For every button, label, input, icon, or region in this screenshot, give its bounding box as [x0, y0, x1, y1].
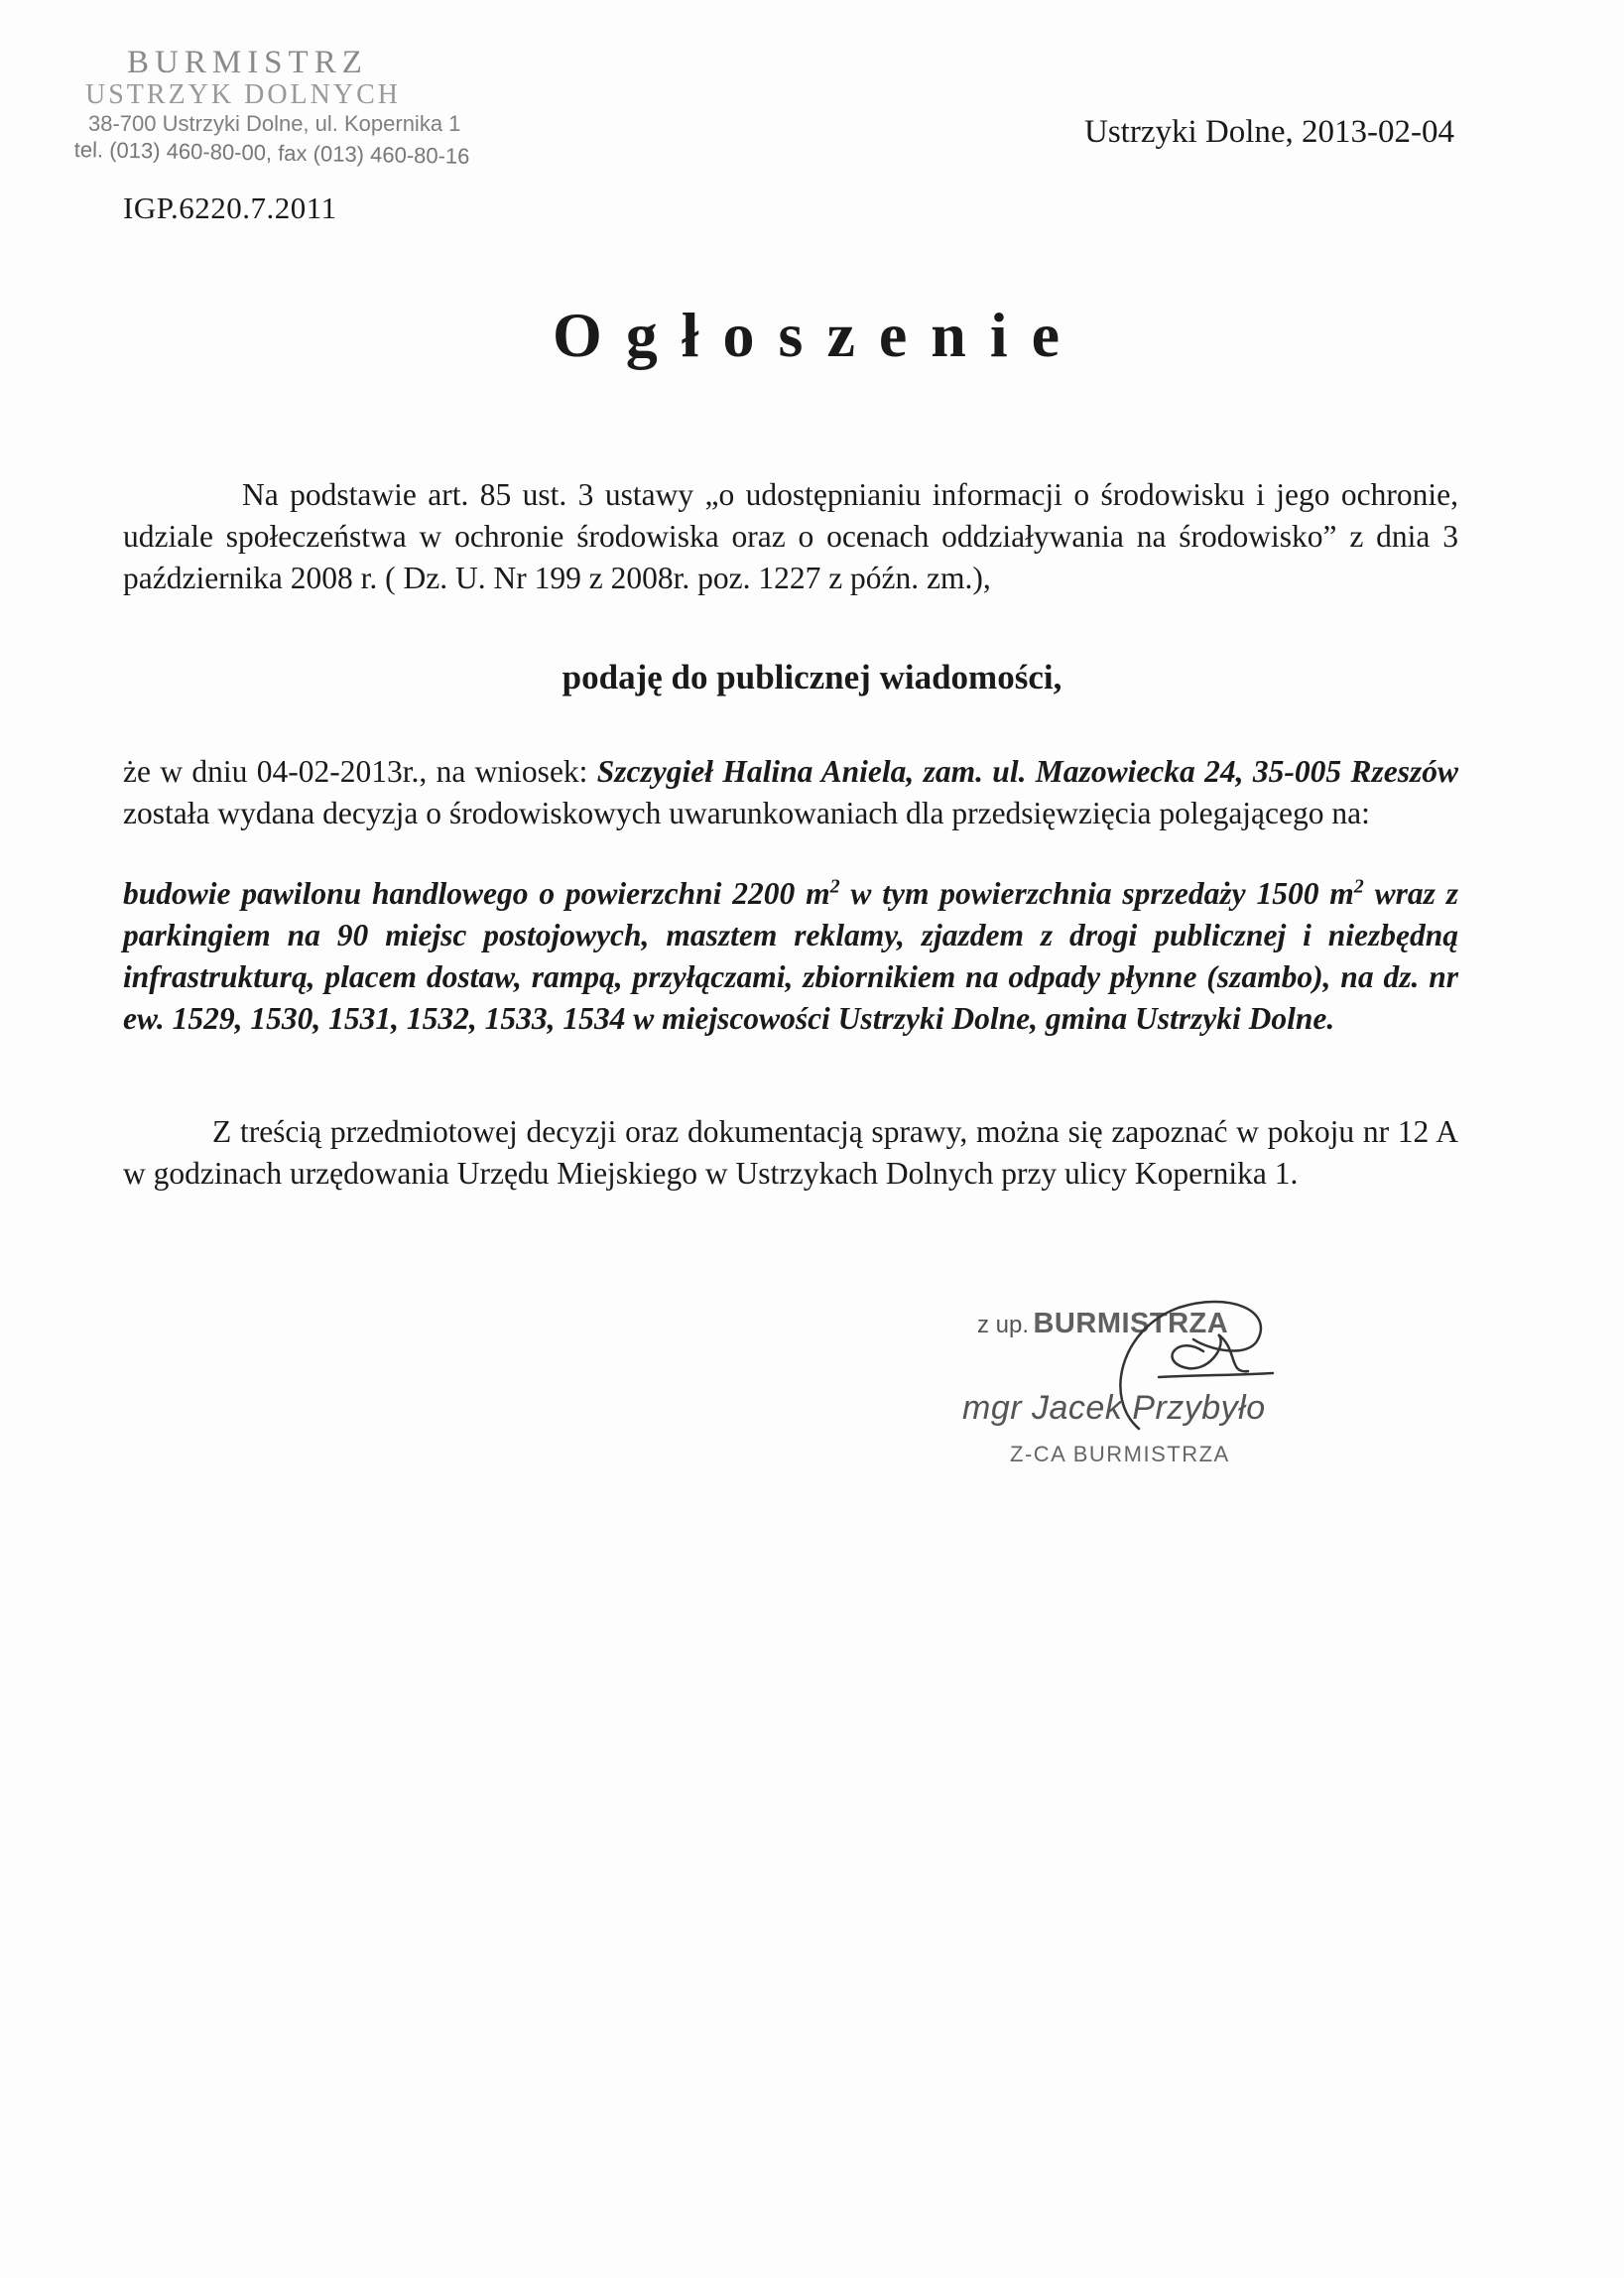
- decision-intro: że w dniu 04-02-2013r., na wniosek:: [123, 754, 597, 789]
- signatory-title: Z-CA BURMISTRZA: [1010, 1442, 1230, 1466]
- access-text: Z treścią przedmiotowej decyzji oraz dokumentacją sprawy, można się zapoznać w pokoju nr 12 A w godzinach urzędowania Urzędu Miejskiego w Ustrzykach Dolnych przy ulicy Kopernika 1.: [123, 1114, 1458, 1191]
- signature-prefix: z up.: [977, 1312, 1030, 1338]
- project-part1: budowie pawilonu handlowego o powierzchni 2200 m: [123, 876, 830, 911]
- applicant-name: Szczygieł Halina Aniela, zam. ul. Mazowiecka 24, 35-005 Rzeszów: [596, 754, 1458, 789]
- reference-number: IGP.6220.7.2011: [123, 190, 337, 225]
- access-paragraph: [123, 1111, 1458, 1195]
- legal-basis-paragraph: [123, 474, 1458, 599]
- stamp-address: 38-700 Ustrzyki Dolne, ul. Kopernika 1: [88, 111, 461, 136]
- document-date: Ustrzyki Dolne, 2013-02-04: [1084, 114, 1455, 150]
- signature-role: BURMISTRZA: [1033, 1308, 1229, 1339]
- unit-superscript: 2: [829, 875, 840, 898]
- project-part3: wraz z parkingiem na 90 miejsc postojowych, masztem reklamy, zjazdem z drogi publicznej i niezbędną infrastrukturą, placem dostaw, rampą, przyłączami, zbiornikiem na odpady płynne (szambo), na dz. nr ew. 1529, 1530, 1531, 1532, 1533, 1534 w miejscowości Ustrzyki Dolne, gmina Ustrzyki Dolne.: [123, 876, 1458, 1036]
- legal-basis-text: Na podstawie art. 85 ust. 3 ustawy „o udostępnianiu informacji o środowisku i jego ochronie, udziale społeczeństwa w ochronie środowiska oraz o ocenach oddziaływania na środowisko” z dnia 3 października 2008 r. ( Dz. U. Nr 199 z 2008r. poz. 1227 z późn. zm.),: [123, 477, 1458, 595]
- signatory-name: mgr Jacek Przybyło: [962, 1389, 1266, 1427]
- decision-paragraph: [123, 751, 1458, 834]
- stamp-phone: tel. (013) 460-80-00, fax (013) 460-80-16: [73, 137, 470, 169]
- project-description: [123, 873, 1458, 1040]
- project-part2: w tym powierzchnia sprzedaży 1500 m: [839, 876, 1354, 911]
- stamp-title: BURMISTRZ: [127, 45, 368, 80]
- stamp-office: USTRZYK DOLNYCH: [85, 79, 401, 110]
- announcement-subheading: podaję do publicznej wiadomości,: [562, 658, 1062, 696]
- document-title: Ogłoszenie: [552, 300, 1084, 370]
- decision-text: została wydana decyzja o środowiskowych uwarunkowaniach dla przedsięwzięcia polegającego na:: [123, 796, 1370, 830]
- unit-superscript: 2: [1353, 875, 1364, 898]
